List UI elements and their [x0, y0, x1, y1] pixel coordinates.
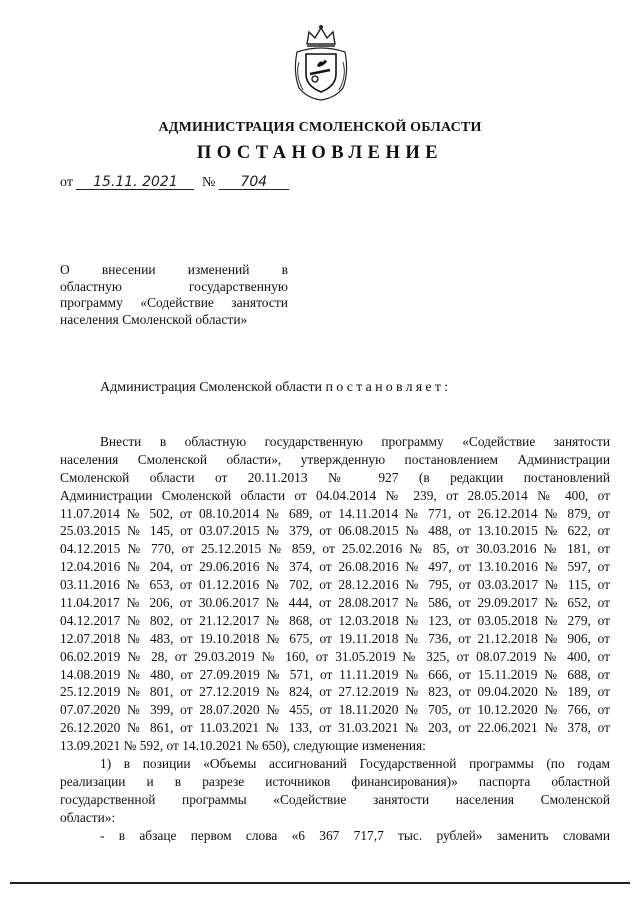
body-line: 06.02.2019 № 28, от 29.03.2019 № 160, от 31.05.2019 № 325, от 08.07.2019 № 400, от: [60, 648, 610, 664]
body-line: 07.07.2020 № 399, от 28.07.2020 № 455, от 18.11.2020 № 705, от 10.12.2020 № 766, от: [60, 702, 610, 718]
decree-lead: Администрация Смоленской области: [100, 380, 323, 395]
body-line: Администрации Смоленской области от 04.04.2014 № 239, от 28.05.2014 № 400, от: [60, 487, 610, 503]
subject-line: областную государственную: [60, 278, 288, 294]
date-number-line: [60, 175, 289, 191]
body-line: 12.04.2016 № 204, от 29.06.2016 № 374, от 26.08.2016 № 497, от 13.10.2016 № 597, от: [60, 559, 610, 575]
subject-line: программу «Содействие занятости: [60, 295, 288, 310]
organization-name: АДМИНИСТРАЦИЯ СМОЛЕНСКОЙ ОБЛАСТИ: [158, 120, 482, 135]
body-line: 11.07.2014 № 502, от 08.10.2014 № 689, от 14.11.2014 № 771, от 26.12.2014 № 879, от: [60, 505, 610, 521]
body-line: 25.12.2019 № 801, от 27.12.2019 № 824, от 27.12.2019 № 823, от 09.04.2020 № 189, от: [60, 684, 610, 700]
document-body: [60, 433, 610, 844]
body-line: 11.04.2017 № 206, от 30.06.2017 № 444, от 28.08.2017 № 586, от 29.09.2017 № 652, от: [60, 595, 610, 611]
body-line: реализации и в разрезе источников финансирования)» паспорта областной: [60, 773, 610, 789]
body-line: Внести в областную государственную программу «Содействие занятости: [100, 434, 610, 449]
subject-line: О внесении изменений в: [60, 262, 288, 277]
body-line: 26.12.2020 № 861, от 11.03.2021 № 133, от 31.03.2021 № 203, от 22.06.2021 № 378, от: [60, 720, 610, 736]
coat-of-arms-icon: [289, 22, 353, 102]
bottom-divider: [10, 882, 630, 884]
body-line: 03.11.2016 № 653, от 01.12.2016 № 702, от 28.12.2016 № 795, от 03.03.2017 № 115, от: [60, 577, 610, 593]
body-line: 14.08.2019 № 480, от 27.09.2019 № 571, от 11.11.2019 № 666, от 15.11.2019 № 688, от: [60, 666, 610, 682]
body-line: - в абзаце первом слова «6 367 717,7 тыс. рублей» заменить словами: [100, 827, 610, 843]
body-line: 12.07.2018 № 483, от 19.10.2018 № 675, от 19.11.2018 № 736, от 21.12.2018 № 906, от: [60, 630, 610, 646]
decree-verb: постановляет:: [325, 380, 452, 395]
date-prefix: от: [60, 175, 73, 190]
number-sign: №: [201, 175, 216, 190]
document-type-title: ПОСТАНОВЛЕНИЕ: [196, 143, 444, 163]
body-line: населения Смоленской области», утвержденную постановлением Администрации: [60, 451, 610, 467]
body-line: 13.09.2021 № 592, от 14.10.2021 № 650), следующие изменения:: [60, 738, 426, 754]
body-line: 04.12.2017 № 802, от 21.12.2017 № 868, от 12.03.2018 № 123, от 03.05.2018 № 279, от: [60, 612, 610, 628]
subject-line: населения Смоленской области»: [60, 311, 248, 327]
body-line: 25.03.2015 № 145, от 03.07.2015 № 379, от 06.08.2015 № 488, от 13.10.2015 № 622, от: [60, 523, 610, 539]
body-line: государственной программы «Содействие занятости населения Смоленской: [60, 791, 610, 807]
body-line: Смоленской области от 20.11.2013 № 927 (в редакции постановлений: [60, 469, 610, 485]
decree-statement: [100, 380, 451, 396]
date-value: 15.11. 2021: [76, 175, 194, 190]
document-number: 704: [219, 175, 289, 190]
document-subject: [60, 262, 288, 328]
body-line: 1) в позиции «Объемы ассигнований Государственной программы (по годам: [100, 756, 610, 772]
body-line: области»:: [60, 809, 116, 825]
body-line: 04.12.2015 № 770, от 25.12.2015 № 859, от 25.02.2016 № 85, от 30.03.2016 № 181, от: [60, 541, 610, 557]
